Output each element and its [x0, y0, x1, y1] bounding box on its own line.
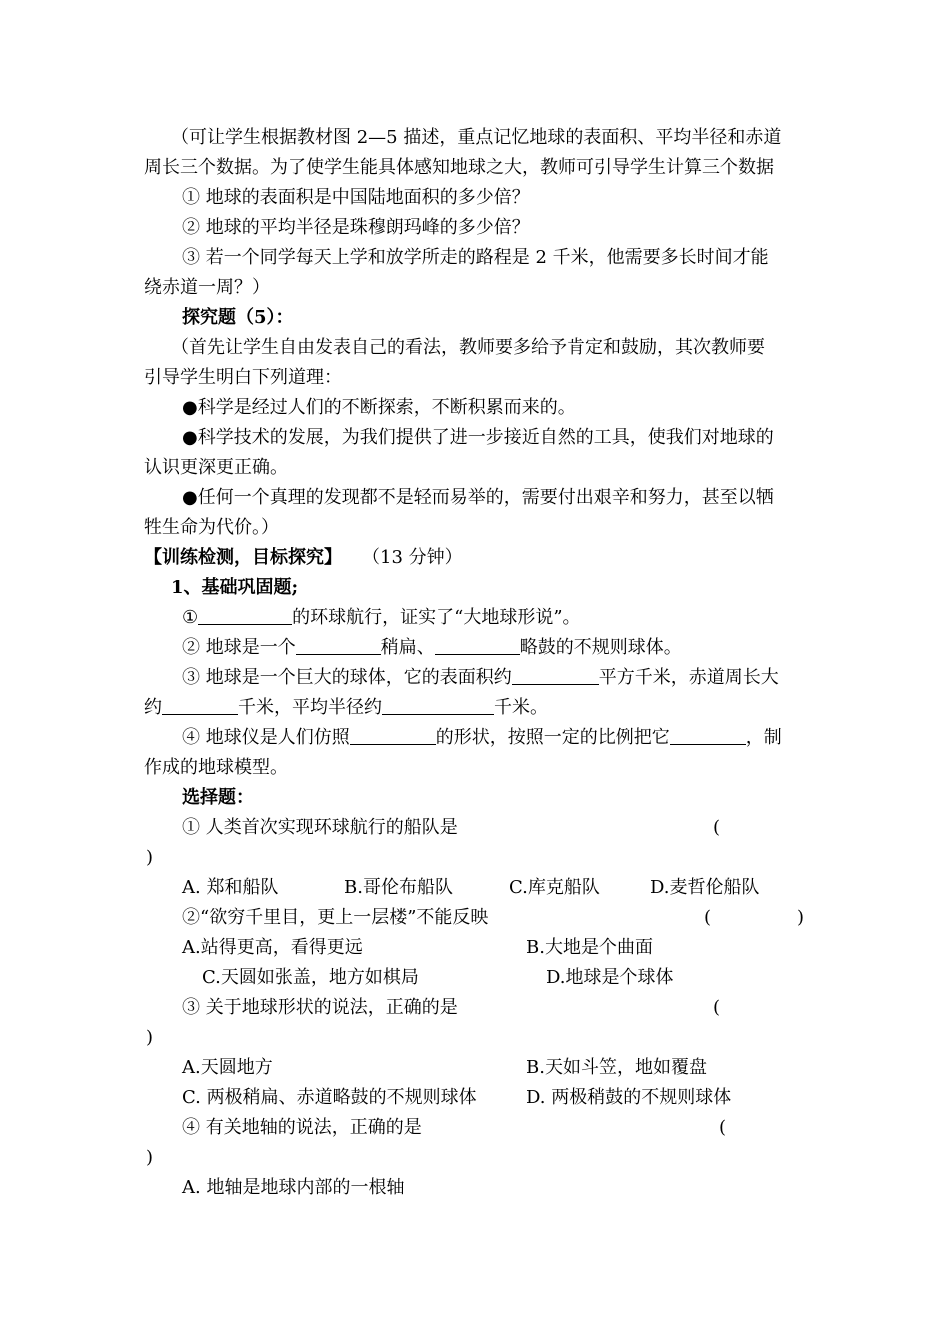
section-title: 【训练检测，目标探究】 [144, 547, 342, 568]
para-line: 周长三个数据。为了使学生能具体感知地球之大，教师可引导学生计算三个数据 [144, 157, 774, 178]
line-text: 千米，平均半径约 [238, 697, 382, 718]
option-c: C.天圆如张盖，地方如棋局 [202, 967, 419, 988]
question-line: ① 人类首次实现环球航行的船队是 [182, 817, 458, 838]
question-line: ② 地球的平均半径是珠穆朗玛峰的多少倍？ [182, 217, 530, 238]
line-text: ，制 [745, 727, 782, 748]
bullet-line: ●科学技术的发展，为我们提供了进一步接近自然的工具，使我们对地球的 [182, 427, 774, 448]
para-line: 牲生命为代价。） [144, 517, 279, 538]
option-b: B.天如斗笠，地如覆盘 [526, 1057, 707, 1078]
fill-blank-line [182, 726, 782, 750]
question-line: ① 地球的表面积是中国陆地面积的多少倍？ [182, 187, 530, 208]
line-text: 稍扁、 [380, 637, 435, 658]
answer-paren: ( [713, 817, 721, 838]
fill-blank-line [144, 696, 548, 720]
fill-blank-line [182, 606, 581, 630]
answer-paren: ) [146, 1027, 154, 1048]
answer-paren: ) [146, 1147, 154, 1168]
bullet-line: ●科学是经过人们的不断探索，不断积累而来的。 [182, 397, 576, 418]
para-line: （可让学生根据教材图 2—5 描述，重点记忆地球的表面积、平均半径和赤道 [171, 127, 782, 148]
option-b: B.哥伦布船队 [344, 877, 453, 898]
question-line: ④ 有关地轴的说法，正确的是 [182, 1117, 422, 1138]
option-a: A. 地轴是地球内部的一根轴 [182, 1177, 405, 1198]
line-text: 略鼓的不规则球体。 [519, 637, 682, 658]
answer-paren: ) [146, 847, 154, 868]
answer-blank[interactable] [162, 696, 238, 715]
option-d: D.麦哲伦船队 [650, 877, 760, 898]
line-text: ④ 地球仪是人们仿照 [182, 727, 350, 748]
section-time: （13 分钟） [362, 547, 463, 568]
option-d: D.地球是个球体 [546, 967, 674, 988]
fill-blank-line [182, 636, 682, 660]
answer-blank[interactable] [670, 726, 746, 745]
bullet-line: ●任何一个真理的发现都不是轻而易举的，需要付出艰辛和努力，甚至以牺 [182, 487, 774, 508]
line-text: 千米。 [494, 697, 548, 718]
para-line: 认识更深更正确。 [144, 457, 288, 478]
para-line: 作成的地球模型。 [144, 757, 288, 778]
question-line: ③ 若一个同学每天上学和放学所走的路程是 2 千米，他需要多长时间才能 [182, 247, 769, 268]
option-a: A.天圆地方 [182, 1057, 273, 1078]
answer-blank[interactable] [296, 636, 381, 655]
answer-paren: ( [719, 1117, 727, 1138]
option-d: D. 两极稍鼓的不规则球体 [526, 1087, 732, 1108]
subsection-title: 选择题： [182, 787, 254, 808]
answer-blank[interactable] [198, 606, 292, 625]
question-line: ③ 关于地球形状的说法，正确的是 [182, 997, 458, 1018]
subsection-title: 1、基础巩固题; [171, 577, 299, 598]
fill-blank-line [182, 666, 779, 690]
line-text: ① [182, 607, 199, 628]
option-c: C. 两极稍扁、赤道略鼓的不规则球体 [182, 1087, 477, 1108]
line-text: 的形状，按照一定的比例把它 [435, 727, 670, 748]
para-line: （首先让学生自由发表自己的看法，教师要多给予肯定和鼓励，其次教师要 [171, 337, 765, 358]
answer-blank[interactable] [435, 636, 520, 655]
option-c: C.库克船队 [509, 877, 600, 898]
para-line: 绕赤道一周？） [144, 277, 270, 298]
section-heading: 探究题（5）： [182, 307, 294, 328]
answer-blank[interactable] [382, 696, 494, 715]
line-text: 的环球航行，证实了“大地球形说”。 [292, 607, 581, 628]
option-b: B.大地是个曲面 [526, 937, 653, 958]
answer-paren: ( [704, 907, 712, 928]
answer-blank[interactable] [512, 666, 599, 685]
option-a: A.站得更高，看得更远 [182, 937, 363, 958]
line-text: 约 [144, 697, 162, 718]
option-a: A. 郑和船队 [182, 877, 279, 898]
question-line: ②“欲穷千里目，更上一层楼”不能反映 [182, 907, 489, 928]
answer-paren: ) [797, 907, 805, 928]
line-text: ③ 地球是一个巨大的球体，它的表面积约 [182, 667, 512, 688]
answer-paren: ( [713, 997, 721, 1018]
line-text: ② 地球是一个 [182, 637, 296, 658]
para-line: 引导学生明白下列道理： [144, 367, 342, 388]
line-text: 平方千米，赤道周长大 [598, 667, 779, 688]
answer-blank[interactable] [350, 726, 436, 745]
